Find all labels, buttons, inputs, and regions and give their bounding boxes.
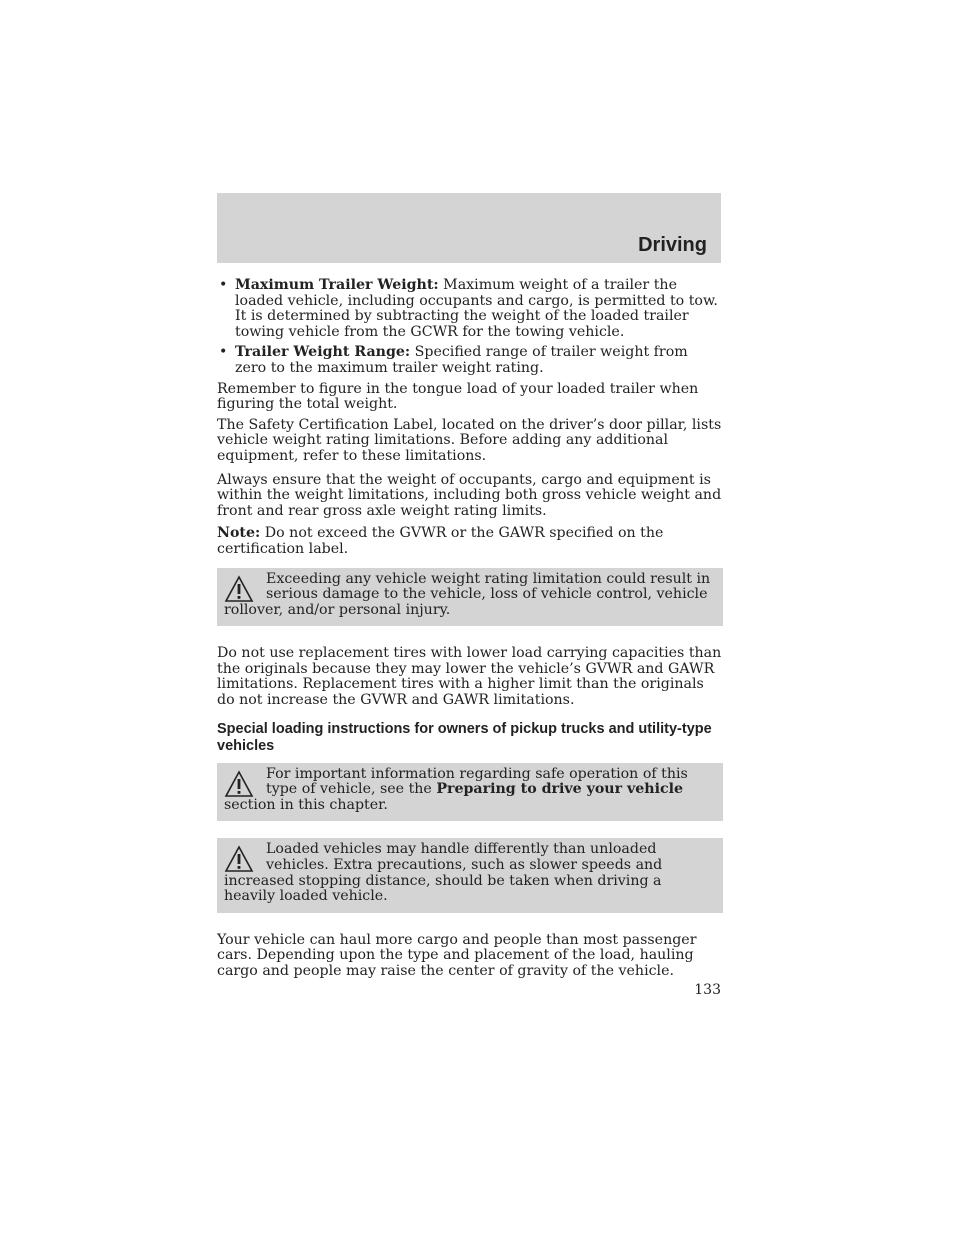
section-heading: Special loading instructions for owners of pickup trucks and utility-type vehicles [217,720,712,754]
warning-text: Loaded vehicles may handle differently than unloaded vehicles. Extra precautions, such as slower speeds and increased stopping distance, should be taken when driving a heavily loaded vehicle. [224,841,663,905]
warning-box [217,763,723,822]
bullet-text: Specified range of trailer weight from zero to the maximum trailer weight rating. [235,344,688,376]
warning-bold-reference: Preparing to drive your vehicle [436,781,684,798]
paragraph-replacement-tires: Do not use replacement tires with lower load carrying capacities than the originals because they may lower the vehicle’s GVWR and GAWR limitations. Replacement tires with a higher limit than the originals do not increase the GVWR and GAWR limitations. [217,645,722,709]
paragraph-note [217,526,723,557]
paragraph-certification-label: The Safety Certification Label, located on the driver’s door pillar, lists vehicle weight rating limitations. Before adding any additional equipment, refer to these limitations. [217,416,722,464]
warning-triangle-icon [224,770,254,798]
page-content [217,278,723,985]
paragraph-cargo-haul: Your vehicle can haul more cargo and people than most passenger cars. Depending upon the type and placement of the load, hauling cargo and people may raise the center of gravity of the vehicle. [217,931,697,979]
warning-triangle-icon [224,845,254,873]
warning-text: For important information regarding safe operation of this type of vehicle, see the [266,765,688,798]
paragraph-weight-limits: Always ensure that the weight of occupants, cargo and equipment is within the weight limitations, including both gross vehicle weight and front and rear gross axle weight rating limits. [217,471,722,519]
page-number: 133 [694,982,721,998]
bullet-term: Maximum Trailer Weight: [235,277,439,293]
note-text: Do not exceed the GVWR or the GAWR specified on the certification label. [217,525,664,557]
bullet-text: Maximum weight of a trailer the loaded vehicle, including occupants and cargo, is permitted to tow. It is determined by subtracting the weight of the loaded trailer towing vehicle from the GCWR for the towing vehicle. [235,277,718,340]
warning-text: Exceeding any vehicle weight rating limitation could result in serious damage to the vehicle, loss of vehicle control, vehicle rollover, and/or personal injury. [224,570,711,618]
bullet-dot: • [219,344,228,361]
section-header [217,193,721,263]
warning-text: section in this chapter. [224,796,388,813]
paragraph-tongue-load: Remember to figure in the tongue load of your loaded trailer when figuring the total weight. [217,380,699,413]
note-label: Note: [217,525,261,542]
bullet-term: Trailer Weight Range: [235,344,411,361]
warning-triangle-icon [224,575,254,603]
bullet-dot: • [219,277,228,293]
bullet-item [217,278,723,340]
warning-box [217,568,723,627]
section-title: Driving [638,234,707,256]
bullet-item [217,345,723,376]
warning-box [217,838,723,912]
